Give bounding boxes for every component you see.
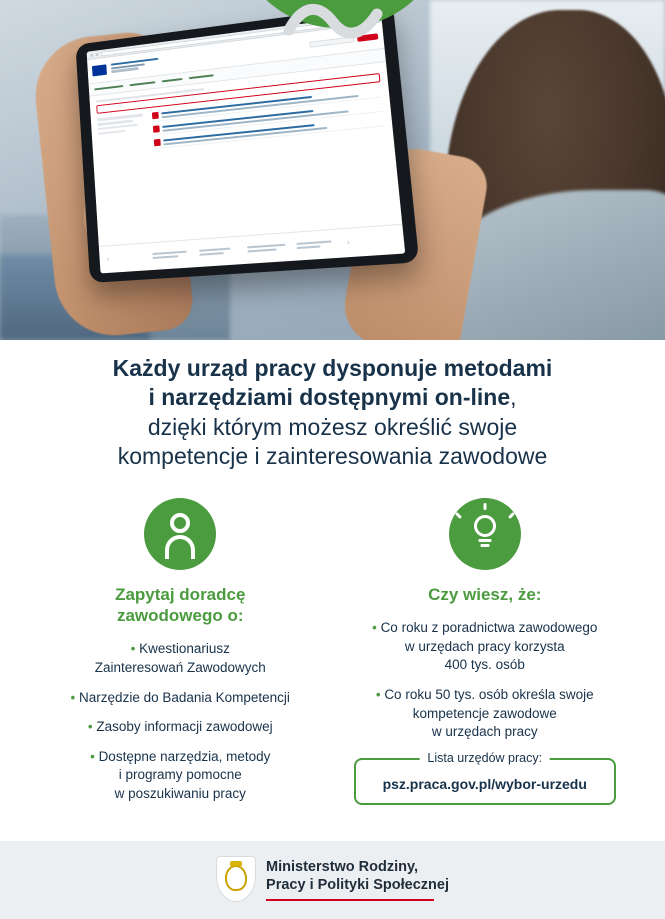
footer-tab[interactable] xyxy=(247,243,293,254)
side-filters[interactable] xyxy=(97,113,150,158)
headline-line-2-comma: , xyxy=(510,384,517,411)
tablet-screen xyxy=(87,14,406,274)
nav-item-3[interactable] xyxy=(189,74,214,79)
footer xyxy=(0,841,665,919)
lightbulb-icon xyxy=(449,498,521,570)
list-item-line: 400 tys. osób xyxy=(444,657,525,673)
squiggle-decoration xyxy=(283,0,383,46)
content-columns xyxy=(0,498,665,815)
list-item-line: w poszukiwaniu pracy xyxy=(114,786,246,801)
office-crest-icon xyxy=(153,126,160,133)
list-item-line: Co roku z poradnictwa zawodowego xyxy=(380,620,598,635)
office-list-label: Lista urzędów pracy: xyxy=(419,751,550,765)
footer-tab[interactable] xyxy=(152,250,195,260)
browser-back-icon[interactable] xyxy=(90,53,93,56)
list-item-line: Kwestionariusz xyxy=(139,641,230,657)
column-advisor-title-line2: zawodowego o: xyxy=(116,606,244,625)
list-item-line: Zainteresowań Zawodowych xyxy=(94,659,266,675)
headline xyxy=(0,354,665,472)
office-list-url[interactable]: psz.praca.gov.pl/wybor-urzedu xyxy=(382,775,587,792)
list-item-line: w urzędach pracy xyxy=(431,724,538,740)
footer-tab[interactable] xyxy=(296,240,343,251)
office-list-linkbox[interactable] xyxy=(354,750,616,805)
column-advisor xyxy=(28,498,333,815)
column-didyouknow xyxy=(333,498,638,815)
site-footer-tabs[interactable] xyxy=(99,224,405,274)
list-item: • Dostępne narzędzia, metody i programy pomocne w poszukiwaniu pracy xyxy=(90,748,271,801)
office-crest-icon xyxy=(154,139,161,146)
browser-forward-icon[interactable] xyxy=(96,53,99,56)
office-crest-icon xyxy=(152,112,159,119)
list-item-line: Narzędzie do Badania Kompetencji xyxy=(79,689,290,705)
hero-photo xyxy=(0,0,665,340)
column-advisor-title-line1: Zapytaj doradcę xyxy=(115,584,246,604)
headline-line-3: dzięki którym możesz określić swoje xyxy=(147,413,518,440)
list-item-line: i programy pomocne xyxy=(118,767,242,783)
column-advisor-bullets xyxy=(28,640,333,803)
ministry-name-line1: Ministerstwo Rodziny, xyxy=(266,859,419,876)
person-icon xyxy=(144,498,216,570)
list-item-line: Dostępne narzędzia, metody xyxy=(98,748,271,764)
site-logo xyxy=(111,57,159,74)
ministry-name xyxy=(266,859,449,901)
footer-red-rule xyxy=(266,899,434,901)
list-item-line: w urzędach pracy korzysta xyxy=(404,638,565,654)
ministry-name-line2: Pracy i Polityki Społecznej xyxy=(266,876,449,893)
list-item: • Narzędzie do Badania Kompetencji xyxy=(70,689,290,705)
nav-item-1[interactable] xyxy=(129,81,155,87)
headline-line-2: i narzędziami dostępnymi on-line xyxy=(148,384,511,411)
list-item: • Co roku 50 tys. osób określa swoje kompetencje zawodowe w urzędach pracy xyxy=(375,686,594,740)
list-item: • Zasoby informacji zawodowej xyxy=(87,719,273,735)
column-advisor-title xyxy=(28,584,333,627)
headline-line-1: Każdy urząd pracy dysponuje metodami xyxy=(112,355,553,381)
list-item-line: Co roku 50 tys. osób określa swoje xyxy=(384,686,594,702)
list-item: • Co roku z poradnictwa zawodowego w urzędach pracy korzysta 400 tys. osób xyxy=(372,620,598,673)
eu-flag-icon xyxy=(92,64,107,76)
prev-arrow-icon[interactable]: ‹ xyxy=(106,256,110,263)
next-arrow-icon[interactable]: › xyxy=(347,239,350,247)
list-item-line: kompetencje zawodowe xyxy=(412,705,557,721)
list-item-line: Zasoby informacji zawodowej xyxy=(96,719,273,735)
column-didyouknow-title: Czy wiesz, że: xyxy=(428,584,542,604)
footer-tab[interactable] xyxy=(199,247,244,257)
column-didyouknow-facts xyxy=(333,619,638,742)
nav-item-0[interactable] xyxy=(94,85,123,91)
polish-eagle-emblem-icon xyxy=(216,856,256,904)
list-item: • Kwestionariusz Zainteresowań Zawodowych xyxy=(94,641,266,675)
nav-item-2[interactable] xyxy=(162,78,183,83)
headline-line-4: kompetencje i zainteresowania zawodowe xyxy=(117,443,548,470)
